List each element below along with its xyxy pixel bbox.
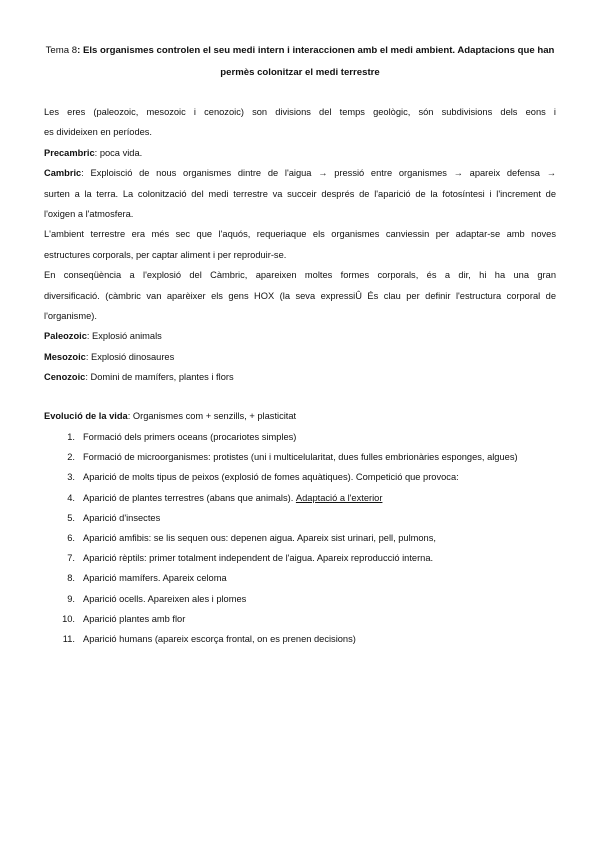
list-item-text: Aparició ocells. Apareixen ales i plomes [83, 593, 247, 604]
list-item-text: Aparició rèptils: primer totalment independent de l'aigua. Apareix reproducció interna. [83, 553, 434, 564]
title-text: : Els organismes controlen el seu medi intern i interaccionen amb el medi ambient. Adaptacions que han [77, 45, 555, 56]
title-prefix: Tema 8 [45, 45, 78, 56]
list-item [44, 488, 518, 508]
title-line-2: permès colonitzar el medi terrestre [220, 67, 380, 78]
list-item [44, 609, 518, 629]
list-item [44, 447, 518, 467]
list-item-number: 5. [67, 512, 75, 523]
list-item-text: Aparició de plantes terrestres (abans que animals). [83, 492, 296, 503]
list-item [44, 589, 518, 609]
list-item-text: Aparició mamífers. Apareix celoma [83, 573, 227, 584]
era-text: : Domini de mamífers, plantes i flors [85, 372, 234, 383]
evolucio-heading [44, 406, 296, 426]
list-item-text: Aparició d'insectes [83, 512, 161, 523]
list-item-number: 10. [62, 613, 75, 624]
cambric-line-3: l'oxigen a l'atmosfera. [44, 209, 134, 220]
cambric-line-1 [44, 163, 556, 183]
list-item-number: 3. [67, 472, 75, 483]
list-item [44, 548, 518, 568]
precambric-label: Precambric [44, 147, 95, 158]
title-line-1 [38, 40, 562, 62]
consequencia-line-2: diversificació. (càmbric van aparèixer els gens HOX (la seva expressiÛ És clau per definir l'estructura corporal de [44, 290, 556, 301]
ambient-line-2: estructures corporals, per captar aliment i per reproduir-se. [44, 249, 287, 260]
list-item-number: 9. [67, 593, 75, 604]
list-item [44, 629, 518, 649]
evolucio-text: : Organismes com + senzills, + plasticitat [127, 411, 297, 421]
list-item-number: 2. [67, 452, 75, 463]
precambric-text: : poca vida. [94, 147, 143, 158]
list-item-number: 4. [67, 492, 75, 503]
intro-line-2: es divideixen en períodes. [44, 127, 153, 138]
document-title [38, 40, 562, 84]
list-item-text: Formació de microorganismes: protistes (uni i multicelularitat, dues fulles embrionàries esponges, algues) [83, 452, 518, 463]
list-item-number: 7. [67, 553, 75, 564]
body-paragraphs [44, 102, 556, 388]
era-label: Paleozoic [44, 331, 87, 342]
list-item-text: Aparició plantes amb flor [83, 613, 186, 624]
cambric-text: : Exploisció de nous organismes dintre de l'aigua → pressió entre organismes → apareix defensa → [81, 168, 556, 179]
era-cenozoic [44, 367, 556, 387]
list-item-underlined-text: Adaptació a l'exterior [295, 492, 383, 503]
list-item-text: Aparició humans (apareix escorça frontal, on es prenen decisions) [83, 633, 356, 644]
cambric-label: Cambric [44, 168, 82, 179]
list-item-number: 6. [67, 532, 75, 543]
era-label: Cenozoic [44, 372, 86, 383]
list-item-number: 1. [67, 432, 75, 442]
era-paleozoic [44, 326, 556, 346]
list-item-text: Formació dels primers oceans (procariotes simples) [83, 432, 297, 442]
consequencia-line-3: l'organisme). [44, 311, 97, 322]
list-item [44, 467, 518, 487]
evolucio-label: Evolució de la vida [44, 411, 128, 421]
consequencia-line-1: En conseqüència a l'explosió del Càmbric, apareixen moltes formes corporals, és a dir, hi ha una gran [44, 270, 556, 281]
list-item-text: Aparició de molts tipus de peixos (explosió de fomes aquàtiques). Competició que provoca: [83, 472, 459, 483]
era-label: Mesozoic [44, 351, 86, 362]
list-item [44, 528, 518, 548]
list-item-text: Aparició amfibis: se lis sequen ous: depenen aigua. Apareix sist urinari, pell, pulmons, [83, 532, 436, 543]
era-mesozoic [44, 347, 556, 367]
evolution-list [44, 427, 518, 649]
list-item-number: 8. [67, 573, 75, 584]
ambient-line-1: L'ambient terrestre era més sec que l'aquós, requeriaque els organismes canviessin per adaptar-se amb noves [44, 229, 556, 240]
list-item [44, 508, 518, 528]
list-item [44, 427, 518, 447]
precambric-line [44, 143, 556, 163]
era-text: : Explosió animals [86, 331, 162, 342]
intro-line-1: Les eres (paleozoic, mesozoic i cenozoic) son divisions del temps geològic, són subdivisions dels eons i [44, 107, 556, 117]
cambric-line-2: surten a la terra. La colonització del medi terrestre va succeir després de l'aparició de la fotosíntesi i l'increment de [44, 188, 556, 199]
era-text: : Explosió dinosaures [85, 351, 175, 362]
list-item-number: 11. [62, 633, 75, 644]
list-item [44, 568, 518, 588]
